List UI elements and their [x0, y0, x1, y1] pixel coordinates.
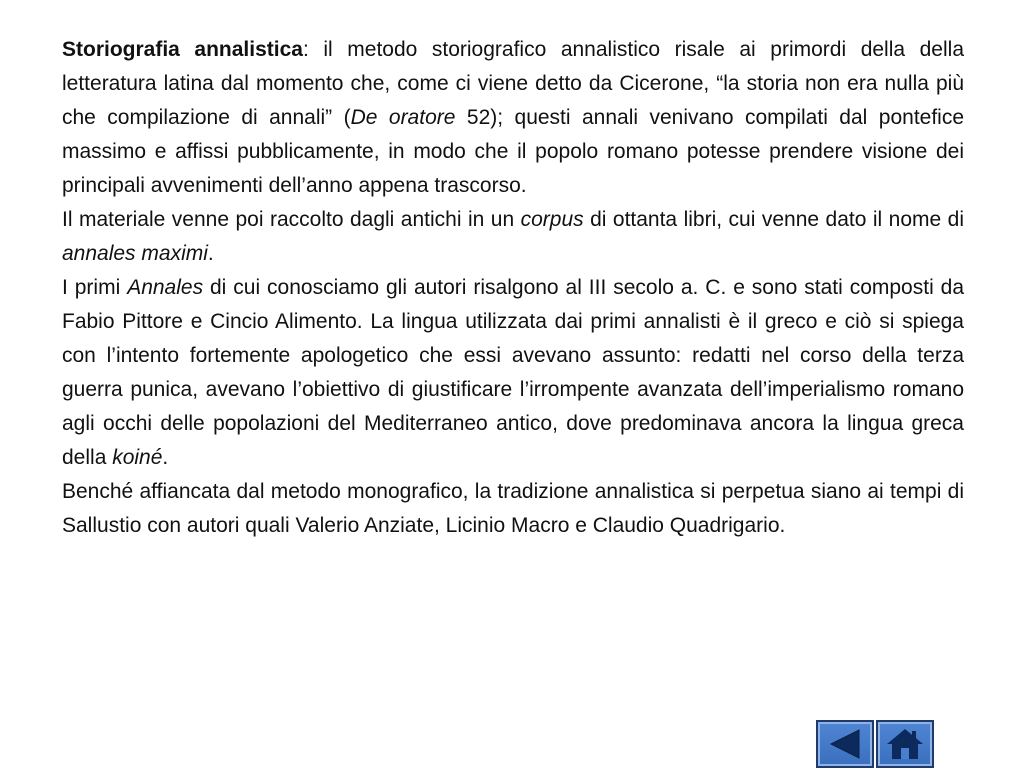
text-segment: .	[162, 446, 169, 469]
slide-navigation	[816, 720, 934, 768]
term-storiografia: Storiografia annalistica	[62, 38, 303, 61]
back-button[interactable]	[816, 720, 874, 768]
paragraph-intro	[62, 33, 964, 203]
slide-body	[62, 33, 964, 543]
text-segment: .	[207, 242, 214, 265]
house-icon	[885, 727, 925, 761]
text-segment: I primi	[62, 276, 128, 299]
term-koine: koiné	[112, 446, 163, 469]
text-segment: : il metodo storiografico annalistico risale ai primordi della della letteratura latina dal momento che, come ci viene detto da Cicerone, “la storia non era nulla più che compilazione di annali” (	[62, 38, 964, 129]
term-corpus: corpus	[520, 208, 584, 231]
text-segment: Il materiale venne poi raccolto dagli antichi in un	[62, 208, 521, 231]
text-segment: di ottanta libri, cui venne dato il nome di	[583, 208, 965, 231]
paragraph-corpus	[62, 203, 964, 271]
text-segment: di cui conosciamo gli autori risalgono al III secolo a. C. e sono stati composti da Fabio Pittore e Cincio Alimento. La lingua utilizzata dai primi annalisti è il greco e ciò si spiega con l’intento fortemente apologetico che essi avevano assunto: redatti nel corso della terza guerra punica, avevano l’obiettivo di giustificare l’irrompente avanzata dell’imperialismo romano agli occhi delle popolazioni del Mediterraneo antico, dove predominava ancora la lingua greca della	[62, 276, 965, 469]
paragraph-tradizione	[62, 475, 964, 543]
paragraph-primi-annales	[62, 271, 964, 475]
term-annales: Annales	[127, 276, 204, 299]
triangle-left-icon	[827, 728, 863, 760]
text-segment: Benché affiancata dal metodo monografico, la tradizione annalistica si perpetua siano ai tempi di Sallustio con autori quali Valerio Anziate, Licinio Macro e Claudio Quadrigario.	[62, 480, 964, 537]
text-segment: 52); questi annali venivano compilati dal pontefice massimo e affissi pubblicamente, in modo che il popolo romano potesse prendere visione dei principali avvenimenti dell’anno appena trascorso.	[62, 106, 965, 197]
title-de-oratore: De oratore	[350, 106, 456, 129]
term-annales-maximi: annales maximi	[62, 242, 208, 265]
home-button[interactable]	[876, 720, 934, 768]
